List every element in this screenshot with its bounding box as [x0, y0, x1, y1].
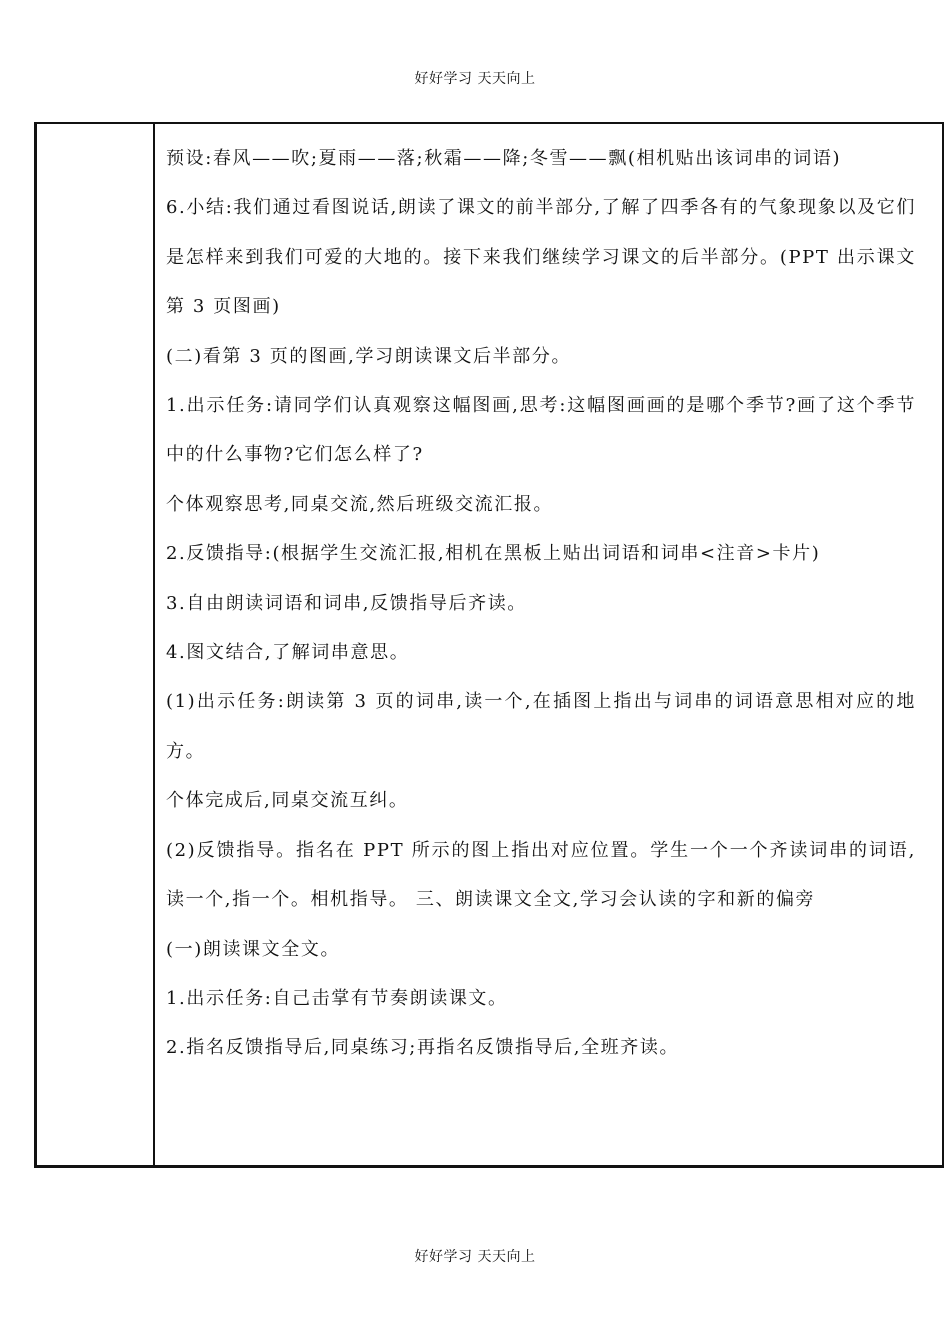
- paragraph: (1)出示任务:朗读第 3 页的词串,读一个,在插图上指出与词串的词语意思相对应的地方。: [166, 691, 916, 762]
- paragraph: 2.指名反馈指导后,同桌练习;再指名反馈指导后,全班齐读。: [166, 1037, 680, 1059]
- page-header: 好好学习 天天向上: [414, 71, 536, 87]
- paragraph: (二)看第 3 页的图画,学习朗读课文后半部分。: [166, 345, 572, 367]
- paragraph: 预设:春风——吹;夏雨——落;秋霜——降;冬雪——飘(相机贴出该词串的词语): [166, 148, 842, 169]
- page-footer: 好好学习 天天向上: [414, 1249, 536, 1265]
- lesson-content: [166, 134, 916, 1073]
- paragraph: (2)反馈指导。指名在 PPT 所示的图上指出对应位置。学生一个一个齐读词串的词语,读一个,指一个。相机指导。 三、朗读课文全文,学习会认读的字和新的偏旁: [166, 839, 916, 911]
- paragraph: 4.图文结合,了解词串意思。: [166, 642, 410, 664]
- paragraph: 1.出示任务:请同学们认真观察这幅图画,思考:这幅图画画的是哪个季节?画了这个季节中的什么事物?它们怎么样了?: [166, 395, 916, 466]
- paragraph: 6.小结:我们通过看图说话,朗读了课文的前半部分,了解了四季各有的气象现象以及它们是怎样来到我们可爱的大地的。接下来我们继续学习课文的后半部分。(PPT 出示课文第 3 页图画): [166, 197, 916, 318]
- column-divider: [153, 124, 155, 1165]
- lesson-table: [34, 122, 944, 1168]
- paragraph: 3.自由朗读词语和词串,反馈指导后齐读。: [166, 592, 527, 614]
- paragraph: 2.反馈指导:(根据学生交流汇报,相机在黑板上贴出词语和词串<注音>卡片): [166, 543, 821, 565]
- paragraph: (一)朗读课文全文。: [166, 938, 341, 960]
- paragraph: 1.出示任务:自己击掌有节奏朗读课文。: [166, 987, 508, 1009]
- paragraph: 个体观察思考,同桌交流,然后班级交流汇报。: [166, 493, 554, 515]
- paragraph: 个体完成后,同桌交流互纠。: [166, 790, 409, 812]
